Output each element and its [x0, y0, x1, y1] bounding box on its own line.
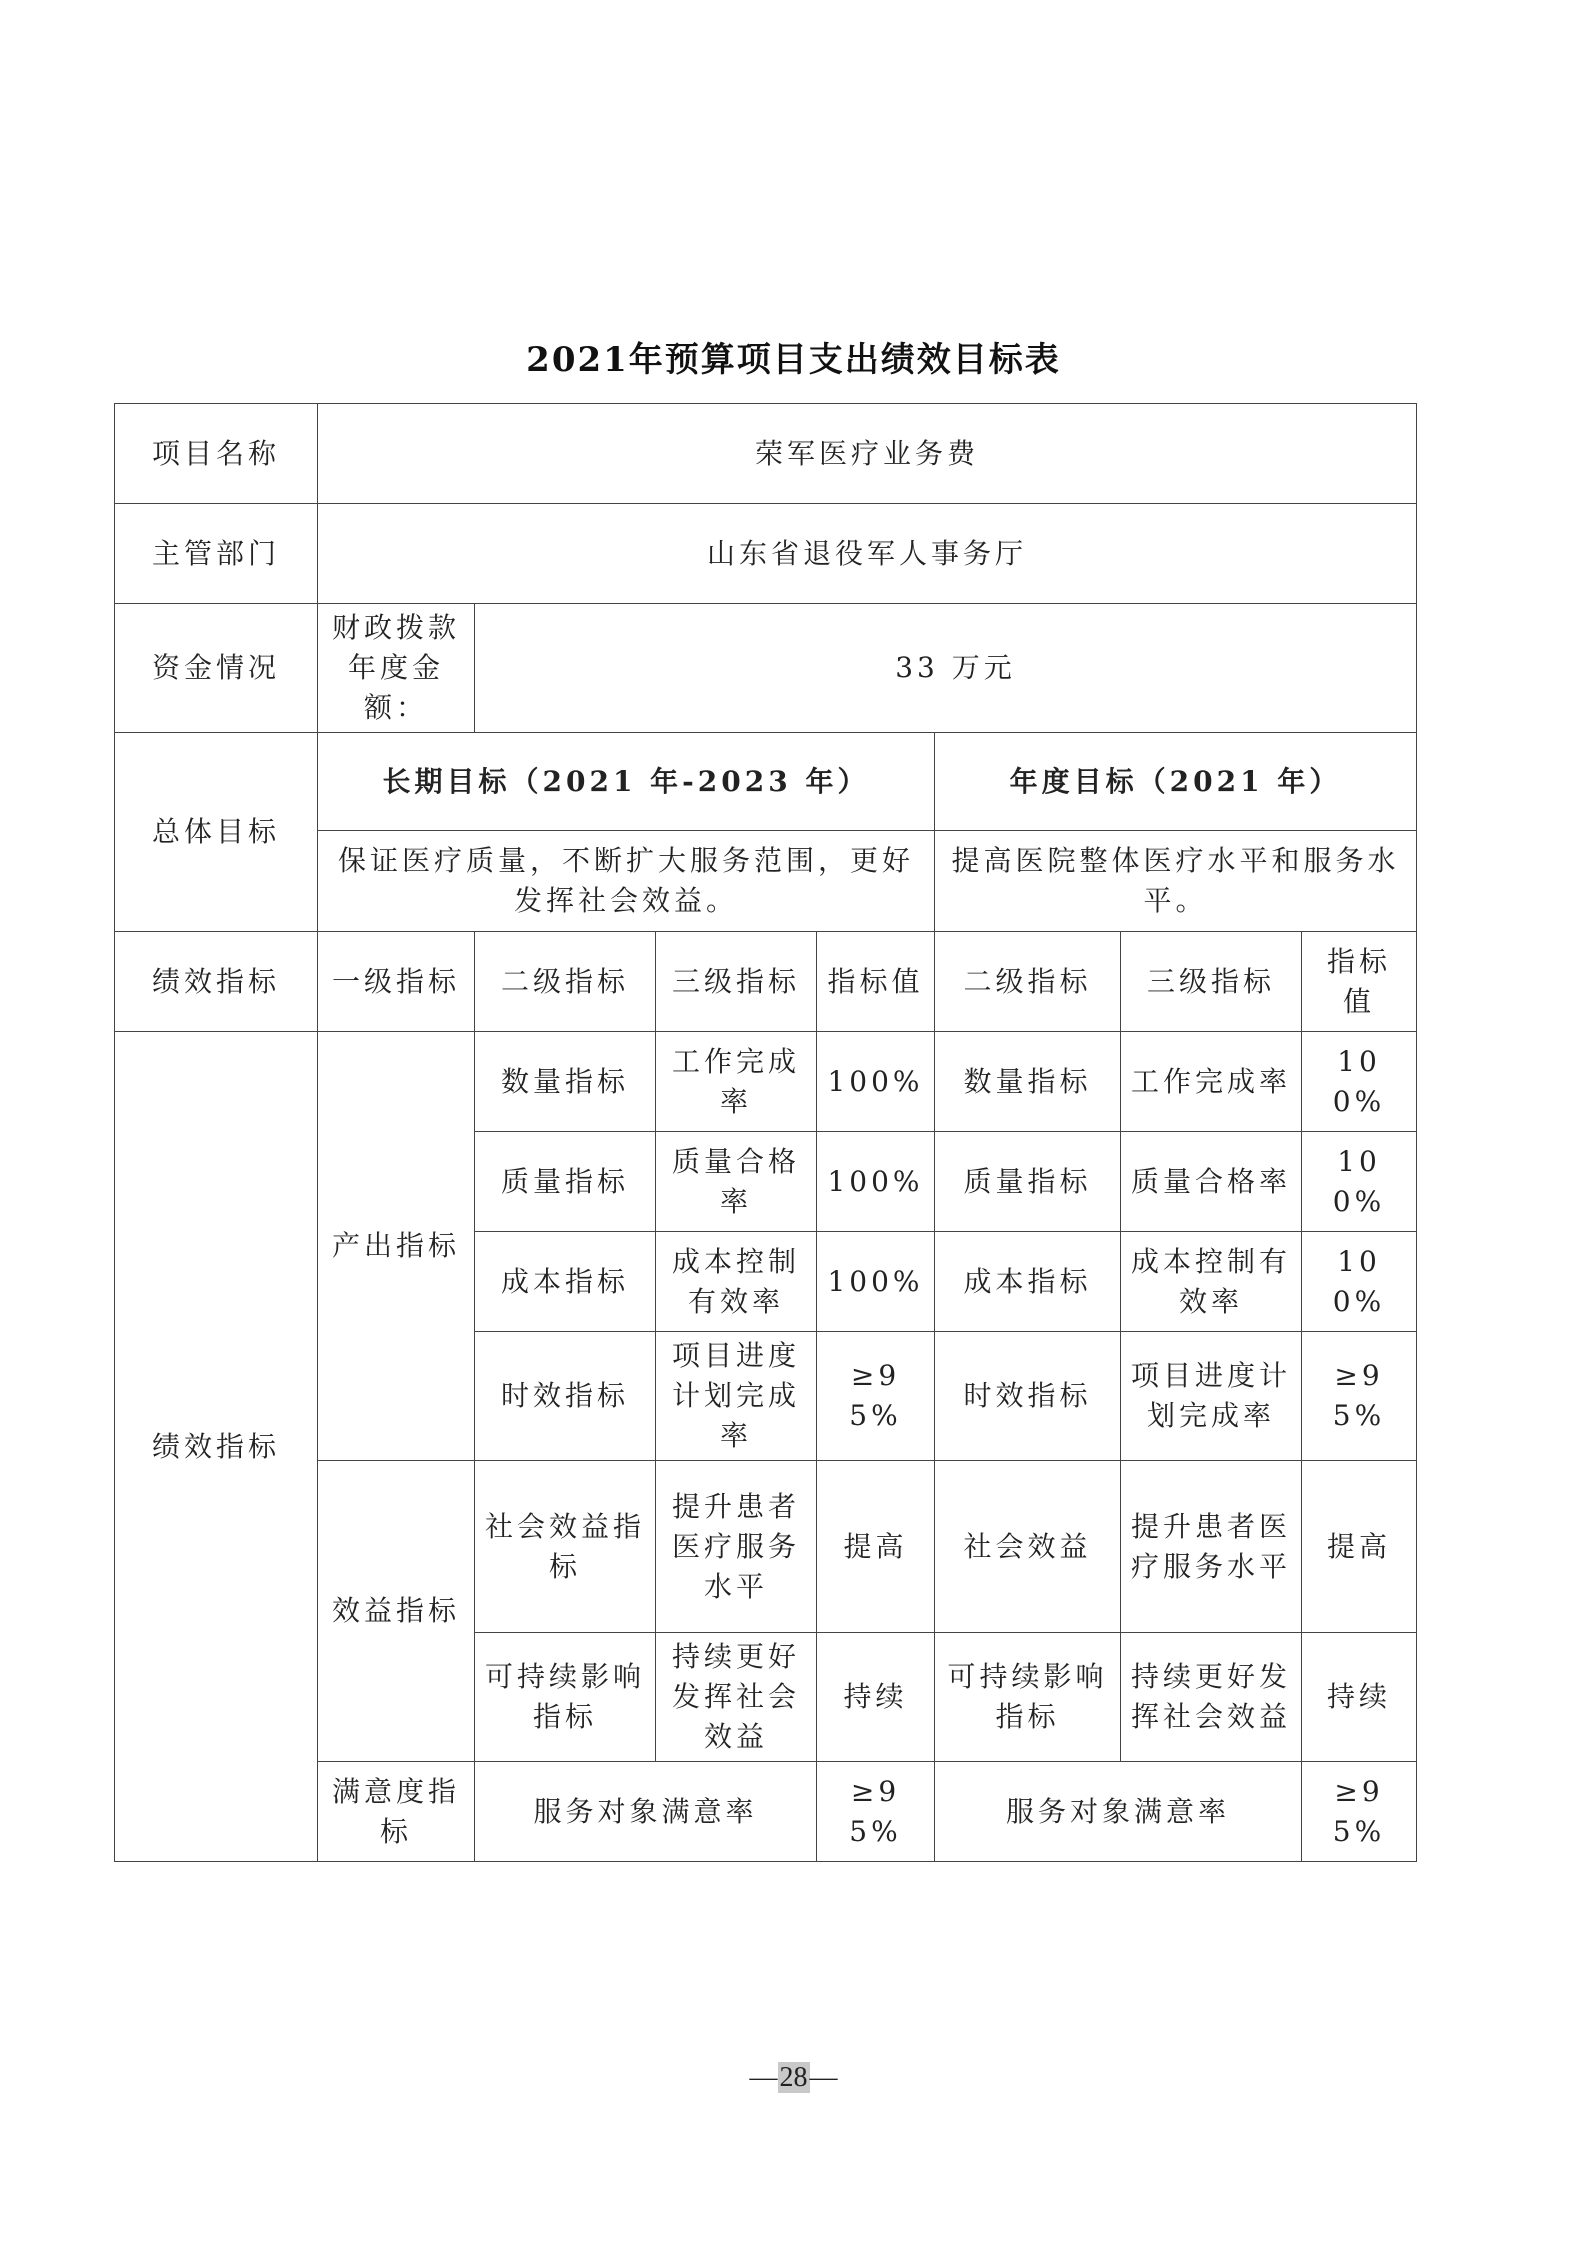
output-value-annual: ≥95% [1302, 1332, 1417, 1461]
department-value: 山东省退役军人事务厅 [318, 504, 1417, 604]
output-l3: 质量合格率 [656, 1132, 817, 1232]
output-l3: 成本控制有效率 [656, 1232, 817, 1332]
page-title: 2021年预算项目支出绩效目标表 [526, 340, 1061, 380]
output-value: 100% [817, 1132, 935, 1232]
output-l3-annual: 工作完成率 [1121, 1032, 1302, 1132]
output-l2: 数量指标 [475, 1032, 656, 1132]
row-overall-headers [115, 733, 1417, 831]
header-level2: 二级指标 [475, 932, 656, 1032]
output-value: ≥95% [817, 1332, 935, 1461]
row-department [115, 504, 1417, 604]
header-level3: 三级指标 [656, 932, 817, 1032]
indicator-header-label: 绩效指标 [115, 932, 318, 1032]
page-number [0, 2062, 1587, 2094]
annual-text: 提高医院整体医疗水平和服务水平。 [935, 831, 1417, 932]
output-l2-annual: 成本指标 [935, 1232, 1121, 1332]
long-term-header: 长期目标（2021 年-2023 年） [318, 733, 935, 831]
benefit-l2: 可持续影响指标 [475, 1633, 656, 1762]
output-l3-annual: 成本控制有效率 [1121, 1232, 1302, 1332]
header-value: 指标值 [817, 932, 935, 1032]
output-indicator-label: 产出指标 [318, 1032, 475, 1461]
satisfaction-text: 服务对象满意率 [475, 1762, 817, 1862]
benefit-l3: 提升患者医疗服务水平 [656, 1461, 817, 1633]
benefit-value-annual: 持续 [1302, 1633, 1417, 1762]
funding-label: 资金情况 [115, 604, 318, 733]
page-dash-right: — [809, 2062, 838, 2093]
funding-sub-label: 财政拨款年度金额： [318, 604, 475, 733]
output-value: 100% [817, 1032, 935, 1132]
benefit-l3-annual: 提升患者医疗服务水平 [1121, 1461, 1302, 1633]
output-l2-annual: 质量指标 [935, 1132, 1121, 1232]
output-l3-annual: 质量合格率 [1121, 1132, 1302, 1232]
benefit-l3: 持续更好发挥社会效益 [656, 1633, 817, 1762]
output-l3-annual: 项目进度计划完成率 [1121, 1332, 1302, 1461]
header-level1: 一级指标 [318, 932, 475, 1032]
row-funding [115, 604, 1417, 733]
benefit-l2-annual: 可持续影响指标 [935, 1633, 1121, 1762]
satisfaction-indicator-label: 满意度指标 [318, 1762, 475, 1862]
satisfaction-value: ≥95% [817, 1762, 935, 1862]
project-name-label: 项目名称 [115, 404, 318, 504]
department-label: 主管部门 [115, 504, 318, 604]
benefit-l2: 社会效益指标 [475, 1461, 656, 1633]
row-indicator-header [115, 932, 1417, 1032]
row-project-name [115, 404, 1417, 504]
page-number-value: 28 [779, 2062, 808, 2093]
annual-header: 年度目标（2021 年） [935, 733, 1417, 831]
long-term-text: 保证医疗质量，不断扩大服务范围，更好发挥社会效益。 [318, 831, 935, 932]
header-value-annual: 指标值 [1302, 932, 1417, 1032]
performance-table [114, 403, 1417, 1862]
benefit-value: 持续 [817, 1633, 935, 1762]
satisfaction-value-annual: ≥95% [1302, 1762, 1417, 1862]
indicators-label: 绩效指标 [115, 1032, 318, 1862]
benefit-value: 提高 [817, 1461, 935, 1633]
funding-value: 33 万元 [475, 604, 1417, 733]
output-l2: 时效指标 [475, 1332, 656, 1461]
header-level3-annual: 三级指标 [1121, 932, 1302, 1032]
project-name-value: 荣军医疗业务费 [318, 404, 1417, 504]
output-l3: 项目进度计划完成率 [656, 1332, 817, 1461]
output-value-annual: 100% [1302, 1232, 1417, 1332]
output-value-annual: 100% [1302, 1132, 1417, 1232]
output-l2-annual: 时效指标 [935, 1332, 1121, 1461]
benefit-value-annual: 提高 [1302, 1461, 1417, 1633]
benefit-indicator-label: 效益指标 [318, 1461, 475, 1762]
output-value-annual: 100% [1302, 1032, 1417, 1132]
overall-label: 总体目标 [115, 733, 318, 932]
benefit-l2-annual: 社会效益 [935, 1461, 1121, 1633]
output-l2: 成本指标 [475, 1232, 656, 1332]
output-l2: 质量指标 [475, 1132, 656, 1232]
output-l3: 工作完成率 [656, 1032, 817, 1132]
output-value: 100% [817, 1232, 935, 1332]
output-l2-annual: 数量指标 [935, 1032, 1121, 1132]
page-dash-left: — [749, 2062, 778, 2093]
satisfaction-text-annual: 服务对象满意率 [935, 1762, 1302, 1862]
header-level2-annual: 二级指标 [935, 932, 1121, 1032]
table-row [115, 1032, 1417, 1132]
benefit-l3-annual: 持续更好发挥社会效益 [1121, 1633, 1302, 1762]
